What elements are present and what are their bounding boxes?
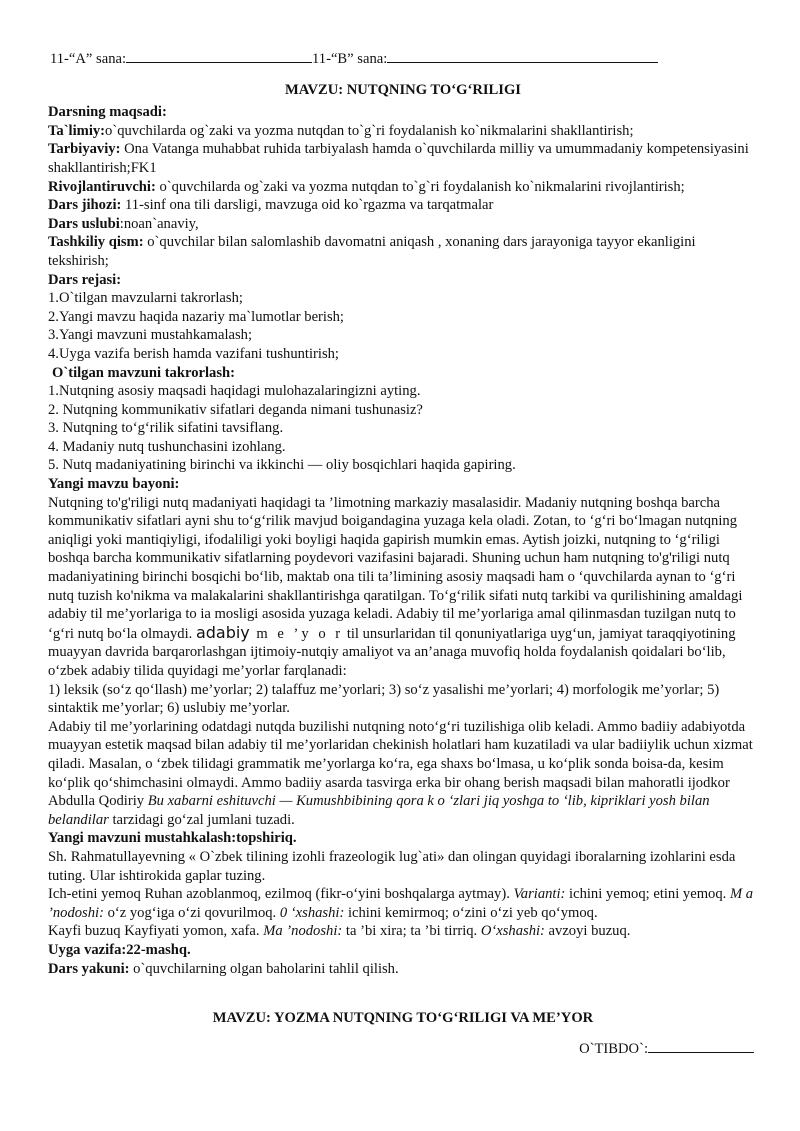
lesson-equipment: Dars jihozi: 11-sinf ona tili darsligi, mavzuga oid ko`rgazma va tarqatmalar — [48, 197, 494, 214]
plan-heading: Dars rejasi: — [48, 271, 122, 288]
class-b-date-label: 11-“B” sana: — [312, 51, 388, 67]
next-lesson-title: MAVZU: YOZMA NUTQNING TO‘G‘RILIGI VA ME’YOR — [212, 1010, 594, 1027]
goal-tarbiyaviy: Tarbiyaviy: Ona Vatanga muhabbat ruhida tarbiyalash hamda o`quvchilarda milliy va umummadaniy kompetensiyasini shakllantirish;FK1 — [48, 141, 749, 176]
new-topic-heading: Yangi mavzu bayoni: — [48, 476, 180, 493]
goal-rivojlantiruvchi: Rivojlantiruvchi: o`quvchilarda og`zaki va yozma nutqdan to`g`ri foydalanish ko`nikmalarini rivojlantirish; — [48, 178, 685, 195]
review-heading: O`tilgan mavzuni takrorlash: — [52, 364, 235, 381]
reinforce-task: Sh. Rahmatullayevning « O`zbek tilining izohli frazeologik lug`ati» dan olingan quyidagi iboralarning izohlarini esda tuting. Ular ishtirokida gaplar tuzing. — [48, 848, 736, 884]
idiom-kayfi-buzuq: Kayfi buzuq Kayfiyati yomon, xafa. Ma ’nodoshi: ta ’bi xira; ta ’bi tirriq. O‘xshashi: avzoyi buzuq. — [48, 923, 631, 940]
plan-item: 1.O`tilgan mavzularni takrorlash; — [48, 290, 243, 307]
lesson-method: Dars uslubi:noan`anaviy, — [48, 215, 199, 232]
new-topic-paragraph-1: Nutqning to'g'riligi nutq madaniyati haqidagi ta ’limotning markaziy masalasidir. Madaniy nutqning boshqa barcha kommunikativ sifatlari ayni shu to‘g‘rilik mavjud boigandagina yuzaga kela oladi. Zotan, to ‘g‘ri bo‘lmagan nutqning aniqligi yoki mantiqiyligi, ifodaliligi yoki boyligi haqida gapirish mumkin emas. Aytish joizki, nutqning to ‘g‘riligi boshqa barcha kommunikativ sifatlarning poydevori vazifasini bajaradi. Shuning uchun ham nutqning to'g'riligi nutq madaniyatining birinchi bosqichi bo‘lib, maktab ona tili ta’limining asosiy maqsadi ham o ‘quvchilarda aynan to ‘g‘ri nutq tuzish ko'nikma va malakalarini shakllantirishga qaratilgan. To‘g‘rilik sifati nutq tarkibi va qurilishining amaldagi adabiy til me’yorlariga to ia mosligi asosida yuzaga keladi. Adabiy til me’yorlariga amal qilinmasdan tuzilgan nutq to ‘g‘ri nutq bo‘la olmaydi. adabiy m e ’y o r til unsurlaridan til qonuniyatlariga uyg‘un, jamiyat taraqqiyotining muayyan davrida barqarorlashgan ijtimoiy-nutqiy amaliyot va an’anaga muvofiq holda foydalanish qoidalari bo‘lib, o‘zbek adabiy tilida quyidagi me’yorlar farqlanadi: — [48, 494, 743, 679]
organizational-part: Tashkiliy qism: o`quvchilar bilan salomlashib davomatni aniqash , xonaning dars jarayoniga tayyor ekanligini tekshirish; — [48, 234, 696, 269]
lesson-title: MAVZU: NUTQNING TO‘G‘RILIGI — [285, 81, 521, 98]
idiom-ich-etini-yemoq: Ich-etini yemoq Ruhan azoblanmoq, ezilmoq (fikr-o‘yini boshqalarga aytmay). Varianti: ichini yemoq; etini yemoq. M a ’nodoshi: o‘z yog‘iga o‘zi qovurilmoq. 0 ‘xshashi: ichini kemirmoq; o‘zini o‘zi yeb qo‘ymoq. — [48, 886, 754, 921]
plan-item: 2.Yangi mavzu haqida nazariy ma`lumotlar berish; — [48, 308, 344, 325]
review-question: 1.Nutqning asosiy maqsadi haqidagi mulohazalaringizni ayting. — [48, 383, 421, 400]
review-question: 4. Madaniy nutq tushunchasini izohlang. — [48, 438, 286, 455]
approval-label: O`TIBDO`: — [579, 1040, 648, 1057]
new-topic-paragraph-2: 1) leksik (so‘z qo‘llash) me’yorlar; 2) talaffuz me’yorlari; 3) so‘z yasalishi me’yorlari; 4) morfologik me’yorlar; 5) sintaktik me’yorlar; 6) uslubiy me’yorlar. — [48, 681, 720, 717]
class-b-date-blank — [387, 48, 658, 63]
goal-talimiy: Ta`limiy:o`quvchilarda og`zaki va yozma nutqdan to`g`ri foydalanish ko`nikmalarini shakllantirish; — [48, 122, 634, 139]
goals-heading: Darsning maqsadi: — [48, 104, 167, 121]
approval-line — [48, 1038, 758, 1059]
date-line — [50, 48, 758, 69]
review-question: 5. Nutq madaniyatining birinchi va ikkinchi — oliy bosqichlari haqida gapiring. — [48, 457, 516, 474]
plan-item: 4.Uyga vazifa berish hamda vazifani tushuntirish; — [48, 345, 339, 362]
class-a-date-label: 11-“A” sana: — [50, 51, 127, 67]
review-question: 2. Nutqning kommunikativ sifatlari deganda nimani tushunasiz? — [48, 401, 423, 418]
plan-item: 3.Yangi mavzuni mustahkamalash; — [48, 327, 253, 344]
approval-blank — [648, 1038, 754, 1053]
new-topic-paragraph-3: Adabiy til me’yorlarining odatdagi nutqda buzilishi nutqning noto‘g‘ri tuzilishiga olib keladi. Ammo badiiy adabiyotda muayyan estetik maqsad bilan adabiy til me’yorlaridan chekinish holatlari ham kuzatiladi va ular badiiylik uchun xizmat qiladi. Masalan, o ‘zbek tilidagi grammatik me’yorlarga ko‘ra, ega shaxs bo‘lmasa, u ko‘plik sonda boisa-da, kesim ko‘plik qo‘shimchasini olmaydi. Ammo badiiy asarda tasvirga erka bir ohang berish maqsadi bilan mahoratli ijodkor Abdulla Qodiriy Bu xabarni eshituvchi — Kumushbibining qora k o ‘zlari jiq yoshga to ‘lib, kipriklari yosh bilan belandilar tarzidagi go‘zal jumlani tuzadi. — [48, 718, 753, 828]
lesson-closing: Dars yakuni: o`quvchilarning olgan baholarini tahlil qilish. — [48, 960, 399, 977]
review-question: 3. Nutqning to‘g‘rilik sifatini tavsiflang. — [48, 420, 284, 437]
document-page — [48, 48, 758, 1058]
class-a-date-blank — [126, 48, 312, 63]
reinforce-heading: Yangi mavzuni mustahkalash:topshiriq. — [48, 830, 297, 847]
homework: Uyga vazifa:22-mashq. — [48, 941, 191, 958]
